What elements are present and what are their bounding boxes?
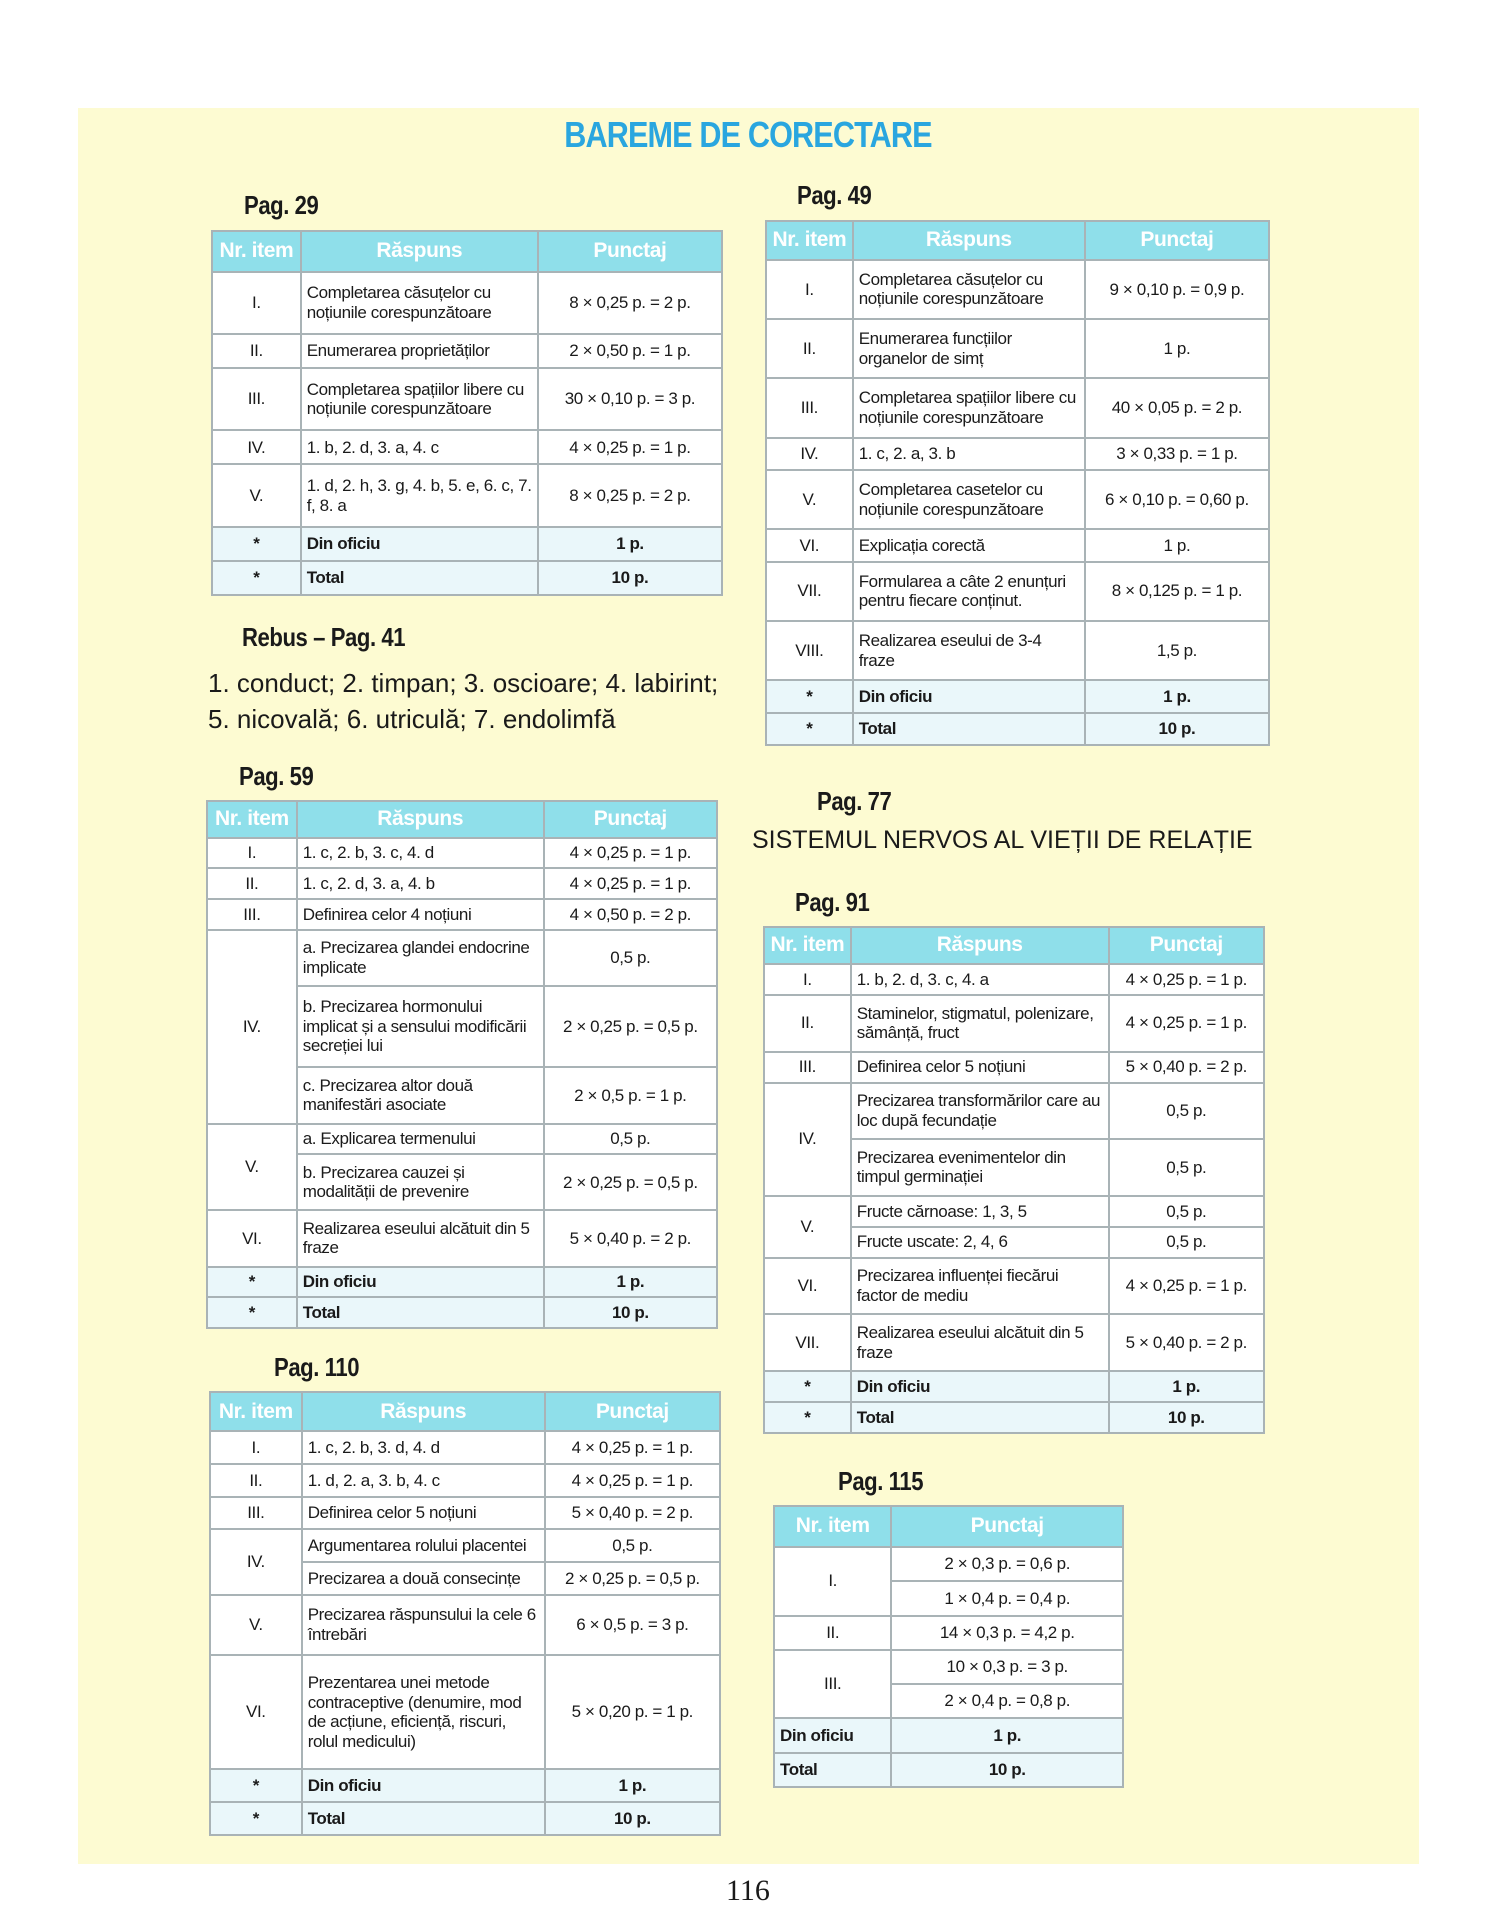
total-row [210,1769,720,1802]
score-cell: 4 × 0,25 p. = 1 p. [538,430,722,464]
score-cell: 1 p. [1085,319,1269,378]
p115-heading: Pag. 115 [838,1466,924,1496]
table-row [764,995,1264,1052]
answer-cell: Total [851,1402,1109,1433]
score-cell: 1 × 0,4 p. = 0,4 p. [891,1581,1123,1615]
answer-cell: Prezentarea unei metode contraceptive (denumire, mod de acțiune, eficiență, riscuri, rolul medicului) [302,1655,545,1769]
p91-heading: Pag. 91 [795,887,870,917]
answer-cell: Completarea casetelor cu noțiunile corespunzătoare [853,470,1085,529]
table-row [207,838,717,869]
score-cell: 10 p. [545,1802,720,1835]
score-cell: 8 × 0,25 p. = 2 p. [538,464,722,526]
item-cell: * [212,561,301,595]
page-title: BAREME DE CORECTARE [564,114,932,155]
item-cell: I. [766,260,853,319]
item-cell: VI. [766,529,853,561]
score-cell: 30 × 0,10 p. = 3 p. [538,368,722,430]
score-cell: 4 × 0,50 p. = 2 p. [544,899,717,930]
item-cell: I. [210,1431,302,1464]
table-row [766,470,1269,529]
score-cell: 4 × 0,25 p. = 1 p. [544,838,717,869]
answer-cell: Explicația corectă [853,529,1085,561]
answer-cell: Din oficiu [301,527,538,561]
item-cell: III. [212,368,301,430]
answer-cell: a. Explicarea termenului [297,1124,544,1155]
score-cell: 1 p. [545,1769,720,1802]
answer-cell: a. Precizarea glandei endocrine implicate [297,930,544,986]
column-header-score: Punctaj [538,231,722,272]
answer-cell: Total [853,713,1085,745]
table-row [764,1052,1264,1083]
answer-cell: Formularea a câte 2 enunțuri pentru fiecare conținut. [853,562,1085,621]
table-row [210,1595,720,1655]
table-row [766,562,1269,621]
table-row [766,621,1269,680]
score-cell: 5 × 0,20 p. = 1 p. [545,1655,720,1769]
column-header-score: Punctaj [891,1506,1123,1547]
answer-cell: Realizarea eseului alcătuit din 5 fraze [297,1210,544,1266]
p59-heading: Pag. 59 [239,761,314,791]
column-header-item: Nr. item [210,1392,302,1431]
item-cell: III. [207,899,297,930]
answer-cell: Staminelor, stigmatul, polenizare, sămânță, fruct [851,995,1109,1052]
item-cell: IV. [207,930,297,1124]
answer-cell: Definirea celor 4 noțiuni [297,899,544,930]
item-cell: III. [766,378,853,437]
score-cell: 1,5 p. [1085,621,1269,680]
score-cell: 8 × 0,25 p. = 2 p. [538,272,722,334]
item-cell: * [766,713,853,745]
item-cell: I. [207,838,297,869]
item-cell: II. [764,995,851,1052]
score-cell: 1 p. [891,1718,1123,1752]
table-row [774,1650,1123,1684]
item-cell: I. [764,964,851,995]
p115-scoring-table [773,1505,1124,1788]
item-cell: III. [764,1052,851,1083]
score-cell: 0,5 p. [1109,1083,1264,1140]
item-cell: IV. [766,438,853,470]
total-row [766,713,1269,745]
item-cell: V. [207,1124,297,1211]
p91-scoring-table [763,926,1265,1434]
header-row [207,801,717,838]
answer-cell: Total [301,561,538,595]
answer-cell: 1. c, 2. d, 3. a, 4. b [297,868,544,899]
answer-cell: Completarea căsuțelor cu noțiunile corespunzătoare [301,272,538,334]
score-cell: 4 × 0,25 p. = 1 p. [544,868,717,899]
p110-heading: Pag. 110 [274,1352,360,1382]
answer-cell: Realizarea eseului de 3-4 fraze [853,621,1085,680]
total-row [210,1802,720,1835]
total-row [207,1267,717,1298]
score-cell: 2 × 0,25 p. = 0,5 p. [545,1562,720,1595]
item-cell: V. [212,464,301,526]
score-cell: 1 p. [1085,529,1269,561]
p29-heading: Pag. 29 [244,190,319,220]
answer-cell: 1. d, 2. a, 3. b, 4. c [302,1464,545,1497]
answer-cell: Din oficiu [297,1267,544,1298]
answer-cell: Din oficiu [851,1371,1109,1402]
item-cell: VII. [764,1314,851,1371]
rebus-answers-line-2: 5. nicovală; 6. utriculă; 7. endolimfă [208,704,616,734]
column-header-item: Nr. item [207,801,297,838]
score-cell: 4 × 0,25 p. = 1 p. [1109,995,1264,1052]
score-cell: 0,5 p. [1109,1139,1264,1196]
p49-scoring-table [765,220,1270,746]
column-header-score: Punctaj [545,1392,720,1431]
score-cell: 4 × 0,25 p. = 1 p. [1109,964,1264,995]
table-row [207,899,717,930]
score-cell: 10 p. [1109,1402,1264,1433]
answer-cell: Total [302,1802,545,1835]
total-row [212,527,722,561]
score-cell: 1 p. [1109,1371,1264,1402]
total-row [764,1402,1264,1433]
item-cell: VI. [210,1655,302,1769]
header-row [212,231,722,272]
pag77-subtitle: SISTEMUL NERVOS AL VIEȚII DE RELAȚIE [752,826,1253,854]
rebus-answers-line-1: 1. conduct; 2. timpan; 3. oscioare; 4. labirint; [208,668,719,698]
item-cell: IV. [210,1529,302,1595]
item-cell: Din oficiu [774,1718,891,1752]
answer-cell: c. Precizarea altor două manifestări asociate [297,1067,544,1123]
answer-cell: Definirea celor 5 noțiuni [851,1052,1109,1083]
answer-cell: Precizarea influenței fiecărui factor de mediu [851,1258,1109,1315]
answer-cell: Precizarea a două consecințe [302,1562,545,1595]
score-cell: 5 × 0,40 p. = 2 p. [1109,1314,1264,1371]
score-cell: 4 × 0,25 p. = 1 p. [545,1431,720,1464]
item-cell: II. [212,334,301,368]
score-cell: 0,5 p. [544,930,717,986]
score-cell: 10 p. [1085,713,1269,745]
item-cell: I. [774,1547,891,1616]
table-row [774,1547,1123,1581]
item-cell: VI. [207,1210,297,1266]
total-row [207,1297,717,1328]
column-header-answer: Răspuns [297,801,544,838]
item-cell: * [207,1297,297,1328]
table-row [212,430,722,464]
total-row [212,561,722,595]
p110-scoring-table [209,1391,721,1836]
table-row [766,260,1269,319]
answer-cell: 1. b, 2. d, 3. c, 4. a [851,964,1109,995]
item-cell: * [764,1371,851,1402]
answer-cell: 1. c, 2. b, 3. d, 4. d [302,1431,545,1464]
answer-cell: Fructe cărnoase: 1, 3, 5 [851,1196,1109,1227]
pag77-heading: Pag. 77 [817,786,892,816]
answer-cell: Definirea celor 5 noțiuni [302,1497,545,1530]
column-header-score: Punctaj [1109,927,1264,964]
table-row [207,868,717,899]
table-row [764,1196,1264,1227]
score-cell: 0,5 p. [1109,1196,1264,1227]
table-row [766,438,1269,470]
table-row [212,368,722,430]
score-cell: 0,5 p. [1109,1227,1264,1258]
score-cell: 6 × 0,5 p. = 3 p. [545,1595,720,1655]
answer-cell: b. Precizarea cauzei și modalității de prevenire [297,1154,544,1210]
table-row [764,1314,1264,1371]
answer-cell: Completarea spațiilor libere cu noțiunile corespunzătoare [301,368,538,430]
column-header-item: Nr. item [766,221,853,260]
answer-cell: Total [297,1297,544,1328]
total-row [774,1753,1123,1787]
item-cell: * [207,1267,297,1298]
answer-cell: b. Precizarea hormonului implicat și a sensului modificării secreției lui [297,986,544,1068]
score-cell: 1 p. [538,527,722,561]
item-cell: IV. [212,430,301,464]
score-cell: 4 × 0,25 p. = 1 p. [545,1464,720,1497]
column-header-item: Nr. item [764,927,851,964]
score-cell: 2 × 0,4 p. = 0,8 p. [891,1684,1123,1718]
item-cell: III. [774,1650,891,1719]
item-cell: * [210,1802,302,1835]
table-row [212,334,722,368]
answer-cell: Argumentarea rolului placentei [302,1529,545,1562]
score-cell: 8 × 0,125 p. = 1 p. [1085,562,1269,621]
column-header-answer: Răspuns [301,231,538,272]
table-row [210,1431,720,1464]
column-header-answer: Răspuns [302,1392,545,1431]
item-cell: VIII. [766,621,853,680]
score-cell: 1 p. [544,1267,717,1298]
table-row [766,378,1269,437]
item-cell: * [210,1769,302,1802]
score-cell: 14 × 0,3 p. = 4,2 p. [891,1616,1123,1650]
score-cell: 6 × 0,10 p. = 0,60 p. [1085,470,1269,529]
answer-cell: 1. d, 2. h, 3. g, 4. b, 5. e, 6. c, 7. f, 8. a [301,464,538,526]
score-cell: 9 × 0,10 p. = 0,9 p. [1085,260,1269,319]
item-cell: II. [774,1616,891,1650]
table-row [210,1529,720,1562]
score-cell: 3 × 0,33 p. = 1 p. [1085,438,1269,470]
score-cell: 10 p. [544,1297,717,1328]
answer-cell: Enumerarea proprietăților [301,334,538,368]
score-cell: 2 × 0,25 p. = 0,5 p. [544,1154,717,1210]
total-row [766,680,1269,712]
item-cell: Total [774,1753,891,1787]
score-cell: 2 × 0,25 p. = 0,5 p. [544,986,717,1068]
item-cell: V. [764,1196,851,1258]
table-row [210,1497,720,1530]
table-row [207,1210,717,1266]
answer-cell: 1. b, 2. d, 3. a, 4. c [301,430,538,464]
item-cell: IV. [764,1083,851,1196]
header-row [774,1506,1123,1547]
p59-scoring-table [206,800,718,1329]
total-row [764,1371,1264,1402]
answer-cell: Din oficiu [302,1769,545,1802]
item-cell: * [212,527,301,561]
item-cell: I. [212,272,301,334]
answer-cell: Precizarea răspunsului la cele 6 întrebări [302,1595,545,1655]
answer-cell: Realizarea eseului alcătuit din 5 fraze [851,1314,1109,1371]
answer-cell: 1. c, 2. b, 3. c, 4. d [297,838,544,869]
table-row [764,964,1264,995]
item-cell: V. [766,470,853,529]
table-row [764,1258,1264,1315]
score-cell: 5 × 0,40 p. = 2 p. [544,1210,717,1266]
column-header-item: Nr. item [774,1506,891,1547]
score-cell: 10 p. [538,561,722,595]
item-cell: II. [766,319,853,378]
column-header-answer: Răspuns [853,221,1085,260]
table-row [212,272,722,334]
item-cell: V. [210,1595,302,1655]
answer-cell: Completarea căsuțelor cu noțiunile corespunzătoare [853,260,1085,319]
answer-cell: Precizarea transformărilor care au loc după fecundație [851,1083,1109,1140]
answer-cell: Din oficiu [853,680,1085,712]
table-row [210,1464,720,1497]
header-row [210,1392,720,1431]
table-row [766,319,1269,378]
score-cell: 2 × 0,3 p. = 0,6 p. [891,1547,1123,1581]
answer-cell: 1. c, 2. a, 3. b [853,438,1085,470]
header-row [766,221,1269,260]
table-row [774,1616,1123,1650]
column-header-item: Nr. item [212,231,301,272]
score-cell: 4 × 0,25 p. = 1 p. [1109,1258,1264,1315]
header-row [764,927,1264,964]
column-header-score: Punctaj [1085,221,1269,260]
score-cell: 5 × 0,40 p. = 2 p. [545,1497,720,1530]
answer-cell: Fructe uscate: 2, 4, 6 [851,1227,1109,1258]
table-row [207,1124,717,1155]
item-cell: VII. [766,562,853,621]
score-cell: 0,5 p. [545,1529,720,1562]
item-cell: III. [210,1497,302,1530]
page-number: 116 [726,1874,770,1907]
column-header-score: Punctaj [544,801,717,838]
score-cell: 10 p. [891,1753,1123,1787]
column-header-answer: Răspuns [851,927,1109,964]
table-row [207,930,717,986]
score-cell: 1 p. [1085,680,1269,712]
score-cell: 2 × 0,50 p. = 1 p. [538,334,722,368]
table-row [212,464,722,526]
answer-cell: Enumerarea funcțiilor organelor de simț [853,319,1085,378]
item-cell: II. [210,1464,302,1497]
score-cell: 0,5 p. [544,1124,717,1155]
item-cell: * [764,1402,851,1433]
score-cell: 10 × 0,3 p. = 3 p. [891,1650,1123,1684]
p49-heading: Pag. 49 [797,180,872,210]
total-row [774,1718,1123,1752]
score-cell: 2 × 0,5 p. = 1 p. [544,1067,717,1123]
item-cell: VI. [764,1258,851,1315]
answer-cell: Precizarea evenimentelor din timpul germinației [851,1139,1109,1196]
rebus-heading: Rebus – Pag. 41 [242,622,406,652]
item-cell: * [766,680,853,712]
p29-scoring-table [211,230,723,596]
item-cell: II. [207,868,297,899]
score-cell: 40 × 0,05 p. = 2 p. [1085,378,1269,437]
answer-cell: Completarea spațiilor libere cu noțiunile corespunzătoare [853,378,1085,437]
score-cell: 5 × 0,40 p. = 2 p. [1109,1052,1264,1083]
table-row [764,1083,1264,1140]
table-row [766,529,1269,561]
table-row [210,1655,720,1769]
